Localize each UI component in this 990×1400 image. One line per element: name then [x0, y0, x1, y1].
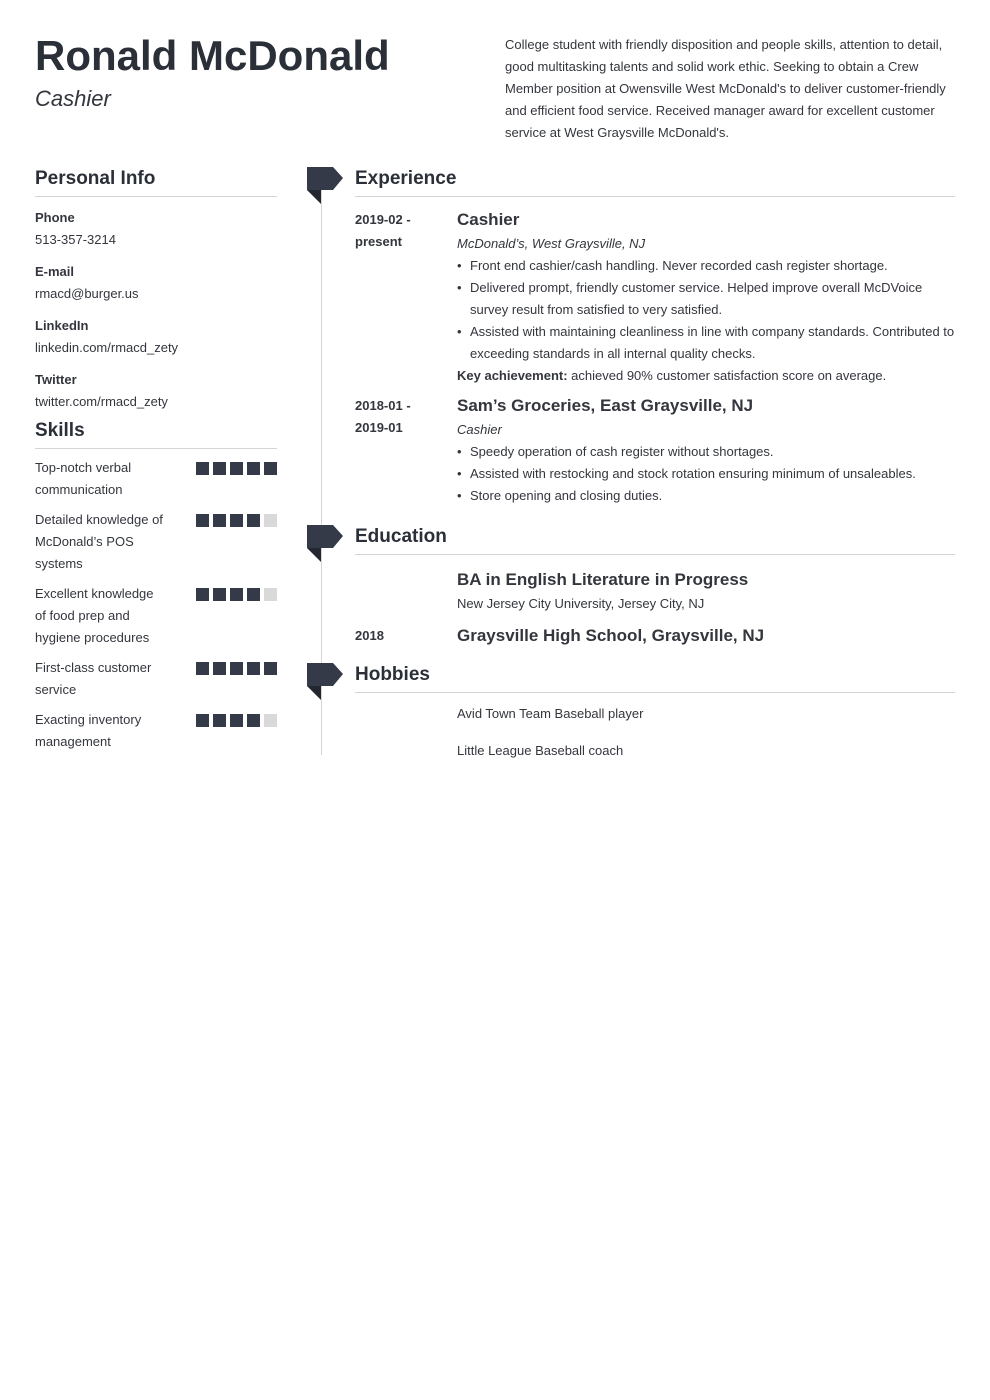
- entry-subtitle: McDonald’s, West Graysville, NJ: [457, 236, 646, 251]
- rating-square: [230, 662, 243, 675]
- skill-name: Top-notch verbal communication: [35, 460, 132, 497]
- section-heading: Experience: [355, 168, 955, 197]
- rating-square: [230, 714, 243, 727]
- linkedin-label: LinkedIn: [35, 318, 89, 333]
- skill-name: Exacting inventory management: [35, 712, 142, 749]
- entry-subtitle: New Jersey City University, Jersey City, NJ: [457, 596, 705, 611]
- rating-square: [247, 662, 260, 675]
- candidate-name: Ronald McDonald: [35, 32, 390, 79]
- rating-square: [264, 714, 277, 727]
- rating-square: [247, 588, 260, 601]
- experience-entry: [355, 395, 955, 507]
- date-end: 2019-01: [355, 420, 403, 435]
- experience-entry: [355, 209, 955, 387]
- section-heading: Hobbies: [355, 664, 955, 693]
- entry-subtitle: Cashier: [457, 422, 502, 437]
- section-heading: Skills: [35, 420, 277, 449]
- twitter-label: Twitter: [35, 372, 77, 387]
- bullet: • Front end cashier/cash handling. Never recorded cash register shortage.: [457, 255, 955, 277]
- rating-square: [213, 514, 226, 527]
- rating-square: [213, 462, 226, 475]
- skill-rating: [196, 657, 277, 701]
- entry-title: BA in English Literature in Progress: [457, 570, 749, 589]
- bullet: • Assisted with maintaining cleanliness in line with company standards. Contributed to exceeding standards in all internal quality checks.: [457, 321, 955, 365]
- entry-title: Sam’s Groceries, East Graysville, NJ: [457, 396, 754, 415]
- bullet: • Delivered prompt, friendly customer service. Helped improve overall McDVoice survey result from satisfied to very satisfied.: [457, 277, 955, 321]
- entry-title: Graysville High School, Graysville, NJ: [457, 626, 765, 645]
- section-heading: Education: [355, 526, 955, 555]
- key-achievement-text: achieved 90% customer satisfaction score on average.: [567, 368, 887, 383]
- rating-square: [196, 462, 209, 475]
- section-heading: Personal Info: [35, 168, 277, 197]
- rating-square: [196, 514, 209, 527]
- phone-label: Phone: [35, 210, 75, 225]
- rating-square: [264, 588, 277, 601]
- date-end: present: [355, 234, 402, 249]
- date: [355, 569, 457, 615]
- skills-section: [35, 420, 277, 753]
- hobby-item: Avid Town Team Baseball player: [457, 706, 644, 721]
- hobby-item: Little League Baseball coach: [457, 743, 624, 758]
- bullet: • Speedy operation of cash register without shortages.: [457, 441, 955, 463]
- email-value: rmacd@burger.us: [35, 286, 139, 301]
- date-start: 2018-01 -: [355, 398, 411, 413]
- rating-square: [196, 714, 209, 727]
- rating-square: [213, 714, 226, 727]
- date-start: 2019-02 -: [355, 212, 411, 227]
- key-achievement-label: Key achievement:: [457, 368, 568, 383]
- education-section: [355, 526, 955, 649]
- job-title: Cashier: [35, 86, 111, 111]
- skill-name: Excellent knowledge of food prep and hygiene procedures: [35, 586, 154, 645]
- rating-square: [230, 462, 243, 475]
- entry-title: Cashier: [457, 210, 520, 229]
- skill-item: [35, 583, 277, 649]
- skill-item: [35, 657, 277, 701]
- hobbies-section: [355, 664, 955, 762]
- skill-item: [35, 457, 277, 501]
- education-entry: [355, 625, 955, 649]
- rating-square: [247, 462, 260, 475]
- phone-value: 513-357-3214: [35, 232, 116, 247]
- skill-item: [35, 509, 277, 575]
- education-entry: [355, 569, 955, 615]
- skill-rating: [196, 509, 277, 575]
- rating-square: [196, 588, 209, 601]
- experience-section: [355, 168, 955, 507]
- rating-square: [247, 514, 260, 527]
- section-flag-icon: [307, 167, 344, 204]
- skill-rating: [196, 583, 277, 649]
- section-flag-icon: [307, 663, 344, 700]
- rating-square: [264, 662, 277, 675]
- skill-name: First-class customer service: [35, 660, 152, 697]
- section-flag-icon: [307, 525, 344, 562]
- rating-square: [264, 514, 277, 527]
- skill-item: [35, 709, 277, 753]
- summary: College student with friendly disposition and people skills, attention to detail, good multitasking talents and solid work ethic. Seeking to obtain a Crew Member position at Owensville West McDonald's to deliver customer-friendly and efficient food service. Received manager award for excellent customer service at West Graysville McDonald's.: [505, 37, 946, 140]
- rating-square: [196, 662, 209, 675]
- bullet: • Store opening and closing duties.: [457, 485, 955, 507]
- skill-rating: [196, 709, 277, 753]
- rating-square: [213, 588, 226, 601]
- date: 2018: [355, 628, 384, 643]
- key-achievement: [457, 365, 955, 387]
- twitter-value: twitter.com/rmacd_zety: [35, 394, 168, 409]
- rating-square: [230, 588, 243, 601]
- personal-info-section: [35, 168, 277, 413]
- skill-rating: [196, 457, 277, 501]
- rating-square: [213, 662, 226, 675]
- email-label: E-mail: [35, 264, 75, 279]
- linkedin-value: linkedin.com/rmacd_zety: [35, 340, 179, 355]
- rating-square: [264, 462, 277, 475]
- rating-square: [247, 714, 260, 727]
- rating-square: [230, 514, 243, 527]
- bullet: • Assisted with restocking and stock rotation ensuring minimum of unsaleables.: [457, 463, 955, 485]
- skill-name: Detailed knowledge of McDonald’s POS systems: [35, 512, 163, 571]
